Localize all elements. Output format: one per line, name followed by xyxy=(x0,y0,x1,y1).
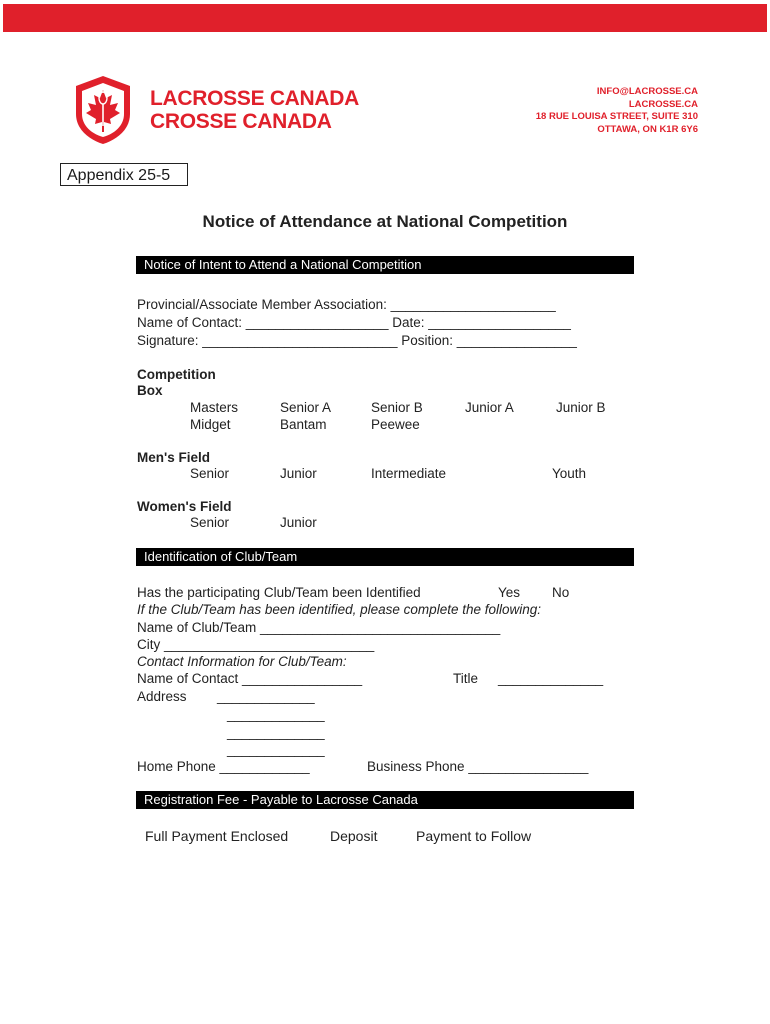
contact-street: 18 RUE LOUISA STREET, SUITE 310 xyxy=(535,111,698,122)
address-label: Address xyxy=(137,689,187,704)
address-line-4[interactable]: _____________ xyxy=(227,742,325,757)
option-deposit[interactable]: Deposit xyxy=(330,828,378,844)
city-field[interactable]: City ____________________________ xyxy=(137,637,375,652)
contact-website[interactable]: LACROSSE.CA xyxy=(628,98,698,110)
maple-leaf-logo-icon xyxy=(72,74,134,146)
option-peewee[interactable]: Peewee xyxy=(371,417,420,432)
identified-question: Has the participating Club/Team been Identified xyxy=(137,585,421,600)
option-masters[interactable]: Masters xyxy=(190,400,239,415)
mens-field-label: Men's Field xyxy=(137,450,210,465)
home-phone-field[interactable]: Home Phone ____________ xyxy=(137,759,310,774)
option-mens-youth[interactable]: Youth xyxy=(552,466,587,481)
contact-name-field[interactable]: Name of Contact ________________ xyxy=(137,671,363,686)
org-name-french: CROSSE CANADA xyxy=(150,110,332,133)
option-womens-senior[interactable]: Senior xyxy=(190,515,230,530)
option-midget[interactable]: Midget xyxy=(190,417,231,432)
address-line-1[interactable]: _____________ xyxy=(217,689,315,704)
box-label: Box xyxy=(137,383,163,398)
top-banner xyxy=(3,4,767,32)
contact-info-heading: Contact Information for Club/Team: xyxy=(137,654,347,669)
section-header-registration-fee: Registration Fee - Payable to Lacrosse Canada xyxy=(136,791,634,809)
contact-email[interactable]: INFO@LACROSSE.CA xyxy=(596,86,698,97)
title-field[interactable]: ______________ xyxy=(498,671,604,686)
option-mens-intermediate[interactable]: Intermediate xyxy=(371,466,447,481)
option-senior-a[interactable]: Senior A xyxy=(280,400,332,415)
address-line-2[interactable]: _____________ xyxy=(227,707,325,722)
signature-position-field[interactable]: Signature: __________________________ Position: ________________ xyxy=(137,333,577,348)
option-no[interactable]: No xyxy=(552,585,570,600)
business-phone-field[interactable]: Business Phone ________________ xyxy=(367,759,589,774)
womens-field-label: Women's Field xyxy=(137,499,232,514)
club-name-field[interactable]: Name of Club/Team ________________________________ xyxy=(137,620,501,635)
option-payment-to-follow[interactable]: Payment to Follow xyxy=(416,828,532,844)
contact-block xyxy=(536,86,698,136)
option-full-payment[interactable]: Full Payment Enclosed xyxy=(145,828,289,844)
organization-name xyxy=(150,87,359,133)
section-header-identification: Identification of Club/Team xyxy=(136,548,634,566)
option-junior-a[interactable]: Junior A xyxy=(465,400,514,415)
section-header-intent: Notice of Intent to Attend a National Competition xyxy=(136,256,634,274)
option-mens-junior[interactable]: Junior xyxy=(280,466,317,481)
appendix-label-text: Appendix 25-5 xyxy=(67,167,171,184)
option-bantam[interactable]: Bantam xyxy=(280,417,327,432)
option-womens-junior[interactable]: Junior xyxy=(280,515,317,530)
address-line-3[interactable]: _____________ xyxy=(227,725,325,740)
option-junior-b[interactable]: Junior B xyxy=(556,400,606,415)
provincial-association-field[interactable]: Provincial/Associate Member Association: ______________________ xyxy=(137,297,556,312)
instruction-text: If the Club/Team has been identified, please complete the following: xyxy=(137,602,542,617)
contact-city: OTTAWA, ON K1R 6Y6 xyxy=(597,123,698,135)
option-senior-b[interactable]: Senior B xyxy=(371,400,423,415)
contact-date-field[interactable]: Name of Contact: ___________________ Date: ___________________ xyxy=(137,315,571,330)
org-name-english: LACROSSE CANADA xyxy=(150,87,360,110)
option-mens-senior[interactable]: Senior xyxy=(190,466,230,481)
competition-label: Competition xyxy=(137,367,216,382)
appendix-label xyxy=(60,163,188,186)
title-label: Title xyxy=(453,671,479,686)
option-yes[interactable]: Yes xyxy=(498,585,521,600)
page-title: Notice of Attendance at National Competition xyxy=(202,212,568,231)
